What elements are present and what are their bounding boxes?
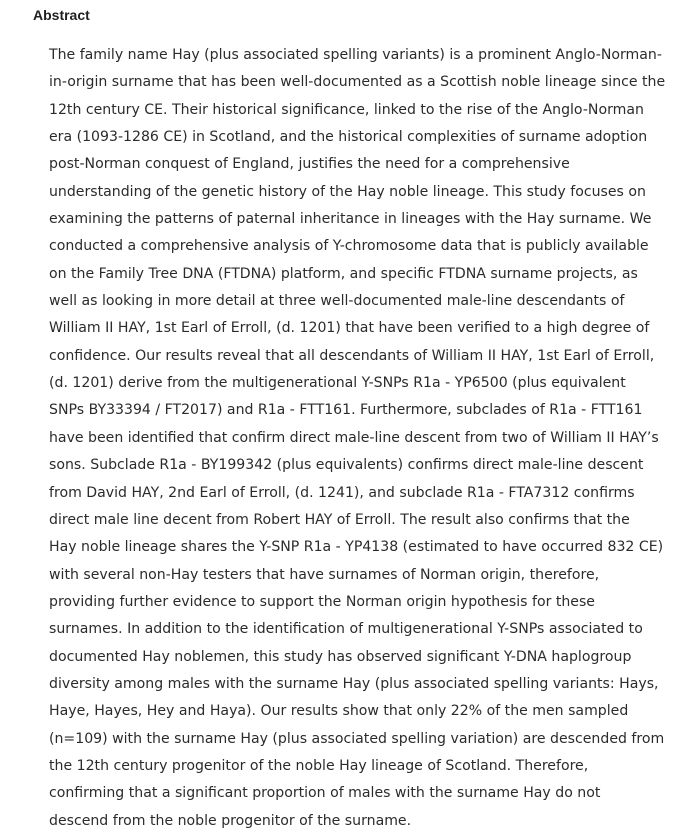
abstract-line: have been identified that confirm direct male-line descent from two of William II HAY’s [49,429,659,446]
abstract-line: (n=109) with the surname Hay (plus associated spelling variation) are descended from [49,730,665,747]
abstract-line: direct male line decent from Robert HAY of Erroll. The result also confirms that the [49,511,630,528]
abstract-line: the 12th century progenitor of the noble Hay lineage of Scotland. Therefore, [49,757,589,774]
abstract-line: in-origin surname that has been well-documented as a Scottish noble lineage since the [49,74,666,91]
abstract-line: The family name Hay (plus associated spelling variants) is a prominent Anglo-Norman- [49,47,662,63]
abstract-line: from David HAY, 2nd Earl of Erroll, (d. 1241), and subclade R1a - FTA7312 confirms [49,484,635,501]
abstract-line: examining the patterns of paternal inheritance in lineages with the Hay surname. We [49,211,652,228]
abstract-line: on the Family Tree DNA (FTDNA) platform, and specific FTDNA surname projects, as [49,265,638,282]
abstract-line: (d. 1201) derive from the multigenerational Y-SNPs R1a - YP6500 (plus equivalent [49,375,626,392]
abstract-line: confirming that a significant proportion of males with the surname Hay do not [49,785,601,802]
abstract-line: William II HAY, 1st Earl of Erroll, (d. 1201) that have been verified to a high degree of [49,320,650,337]
abstract-body [49,42,685,835]
abstract-line: with several non-Hay testers that have surnames of Norman origin, therefore, [49,566,600,583]
abstract-line: 12th century CE. Their historical significance, linked to the rise of the Anglo-Norman [49,101,644,118]
abstract-line: SNPs BY33394 / FT2017) and R1a - FTT161. Furthermore, subclades of R1a - FTT161 [49,402,643,419]
abstract-line: surnames. In addition to the identification of multigenerational Y-SNPs associated to [49,621,643,638]
abstract-line: Hay noble lineage shares the Y-SNP R1a - YP4138 (estimated to have occurred 832 CE) [49,539,664,556]
abstract-line: Haye, Hayes, Hey and Haya). Our results show that only 22% of the men sampled [49,703,629,720]
abstract-line: confidence. Our results reveal that all descendants of William II HAY, 1st Earl of Erroll, [49,347,655,364]
abstract-line: conducted a comprehensive analysis of Y-chromosome data that is publicly available [49,238,649,255]
abstract-line: post-Norman conquest of England, justifies the need for a comprehensive [49,156,570,173]
abstract-line: era (1093-1286 CE) in Scotland, and the historical complexities of surname adoption [49,129,648,146]
abstract-line: well as looking in more detail at three well-documented male-line descendants of [49,293,625,310]
abstract-line: diversity among males with the surname Hay (plus associated spelling variants: Hays, [49,675,659,692]
abstract-line: understanding of the genetic history of the Hay noble lineage. This study focuses on [49,183,646,200]
abstract-heading: Abstract [33,7,90,23]
abstract-line: providing further evidence to support the Norman origin hypothesis for these [49,593,595,610]
abstract-line: documented Hay noblemen, this study has observed significant Y-DNA haplogroup [49,648,632,665]
abstract-line: sons. Subclade R1a - BY199342 (plus equivalents) confirms direct male-line descent [49,457,644,474]
abstract-line: descend from the noble progenitor of the surname. [49,812,412,829]
